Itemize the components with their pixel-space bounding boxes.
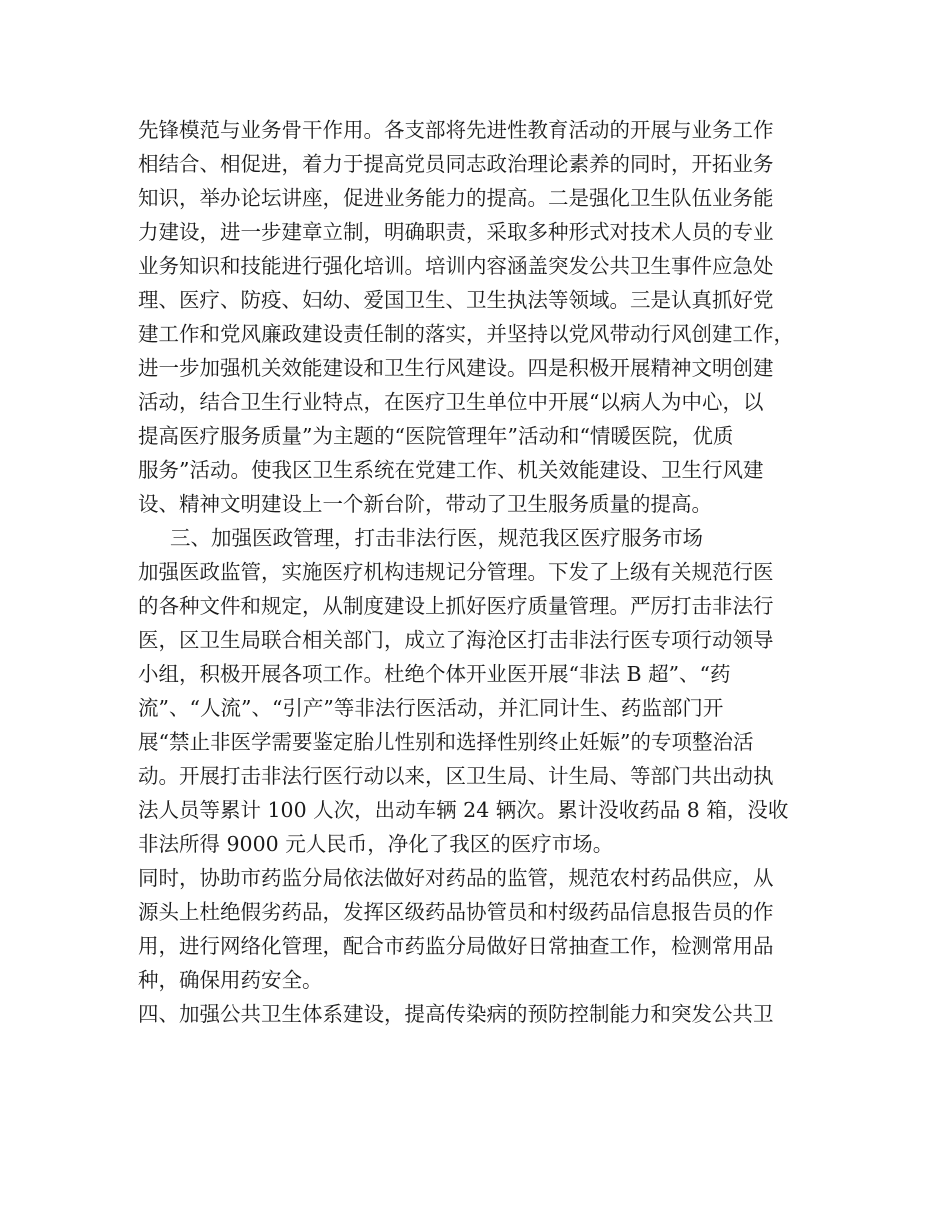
text-line: 理、医疗、防疫、妇幼、爱国卫生、卫生执法等领域。三是认真抓好党 [138, 288, 774, 312]
text-line: 用，进行网络化管理，配合市药监分局做好日常抽查工作，检测常用品 [138, 934, 774, 958]
text-line: 活动，结合卫生行业特点，在医疗卫生单位中开展“以病人为中心，以 [138, 390, 764, 414]
text-line: 提高医疗服务质量”为主题的“医院管理年”活动和“情暖医院，优质 [138, 424, 734, 448]
text-line: 同时，协助市药监分局依法做好对药品的监管，规范农村药品供应，从 [138, 866, 774, 890]
text-line: 源头上杜绝假劣药品，发挥区级药品协管员和村级药品信息报告员的作 [138, 900, 774, 924]
text-line: 小组，积极开展各项工作。杜绝个体开业医开展“非法 B 超”、“药 [138, 662, 731, 686]
text-line: 医，区卫生局联合相关部门，成立了海沧区打击非法行医专项行动领导 [138, 628, 774, 652]
text-line: 建工作和党风廉政建设责任制的落实，并坚持以党风带动行风创建工作， [138, 322, 794, 346]
text-line: 设、精神文明建设上一个新台阶，带动了卫生服务质量的提高。 [138, 492, 712, 516]
section-heading: 三、加强医政管理，打击非法行医，规范我区医疗服务市场 [170, 526, 703, 550]
text-line: 力建设，进一步建章立制，明确职责，采取多种形式对技术人员的专业 [138, 220, 774, 244]
text-line: 流”、“人流”、“引产”等非法行医活动，并汇同计生、药监部门开 [138, 696, 724, 720]
section-heading: 四、加强公共卫生体系建设，提高传染病的预防控制能力和突发公共卫 [138, 1002, 774, 1026]
text-line: 相结合、相促进，着力于提高党员同志政治理论素养的同时，开拓业务 [138, 152, 774, 176]
text-line: 种，确保用药安全。 [138, 968, 323, 992]
text-line: 先锋模范与业务骨干作用。各支部将先进性教育活动的开展与业务工作 [138, 118, 774, 142]
text-line: 的各种文件和规定，从制度建设上抓好医疗质量管理。严厉打击非法行 [138, 594, 774, 618]
text-line: 业务知识和技能进行强化培训。培训内容涵盖突发公共卫生事件应急处 [138, 254, 774, 278]
text-line: 服务”活动。使我区卫生系统在党建工作、机关效能建设、卫生行风建 [138, 458, 764, 482]
text-line: 非法所得 9000 元人民币，净化了我区的医疗市场。 [138, 832, 614, 856]
text-line: 进一步加强机关效能建设和卫生行风建设。四是积极开展精神文明创建 [138, 356, 774, 380]
text-line: 动。开展打击非法行医行动以来，区卫生局、计生局、等部门共出动执 [138, 764, 774, 788]
text-line: 加强医政监管，实施医疗机构违规记分管理。下发了上级有关规范行医 [138, 560, 774, 584]
text-line: 展“禁止非医学需要鉴定胎儿性别和选择性别终止妊娠”的专项整治活 [138, 730, 754, 754]
text-line: 法人员等累计 100 人次，出动车辆 24 辆次。累计没收药品 8 箱，没收 [138, 798, 789, 822]
text-line: 知识，举办论坛讲座，促进业务能力的提高。二是强化卫生队伍业务能 [138, 186, 774, 210]
